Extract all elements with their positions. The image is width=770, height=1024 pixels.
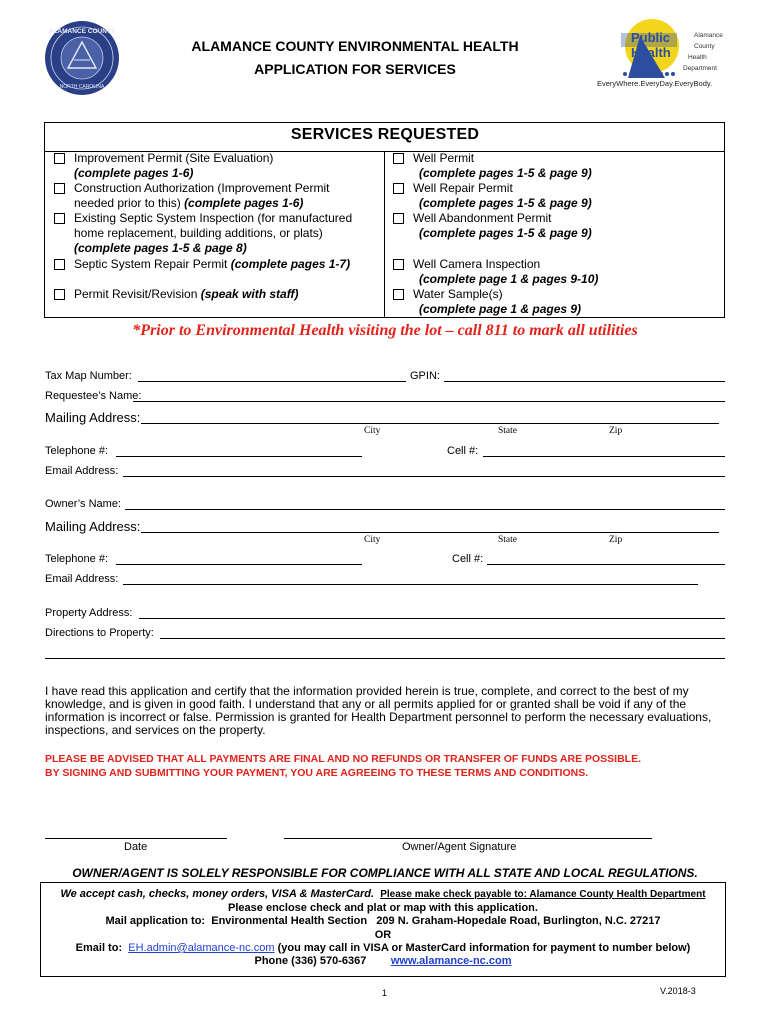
service-label: Construction Authorization (Improvement Permit xyxy=(74,181,330,195)
service-label: needed prior to this) xyxy=(74,196,185,210)
service-water-samples xyxy=(413,287,581,317)
service-pages: (complete pages 1-5 & page 9) xyxy=(419,226,592,240)
cell-field[interactable] xyxy=(483,456,725,457)
requestee-name-field[interactable] xyxy=(133,401,725,402)
property-address-label: Property Address: xyxy=(45,607,133,619)
checkbox-permit-revisit[interactable] xyxy=(54,289,65,300)
email-to-label: Email to: xyxy=(75,942,123,954)
service-existing-septic-inspection xyxy=(74,211,352,256)
tax-map-label: Tax Map Number: xyxy=(45,370,132,382)
service-well-camera-inspection xyxy=(413,257,598,287)
owner-email-field[interactable] xyxy=(123,584,698,585)
compliance-notice: OWNER/AGENT IS SOLELY RESPONSIBLE FOR COMPLIANCE WITH ALL STATE AND LOCAL REGULATIONS. xyxy=(72,866,698,880)
mail-line xyxy=(40,915,726,927)
directions-field[interactable] xyxy=(160,638,725,639)
payable-to: Please make check payable to: Alamance County Health Department xyxy=(380,889,706,900)
logo-side-1: Alamance xyxy=(694,32,723,39)
email-line xyxy=(40,942,726,954)
enclose-note: Please enclose check and plat or map with this application. xyxy=(228,902,538,914)
payment-accept-line xyxy=(40,888,726,900)
cell-label: Cell #: xyxy=(447,445,479,457)
checkbox-septic-repair-permit[interactable] xyxy=(54,259,65,270)
checkbox-improvement-permit[interactable] xyxy=(54,153,65,164)
logo-word-health: Health xyxy=(631,45,671,60)
owner-signature-field[interactable] xyxy=(284,838,652,839)
service-pages: (speak with staff) xyxy=(200,287,299,301)
zip-caption: Zip xyxy=(609,535,623,545)
website-link[interactable]: www.alamance-nc.com xyxy=(390,955,512,967)
state-caption: State xyxy=(498,426,517,436)
owner-mailing-address-field[interactable] xyxy=(141,532,719,533)
service-pages: (complete pages 1-5 & page 9) xyxy=(419,166,592,180)
refund-advisory-line2: BY SIGNING AND SUBMITTING YOUR PAYMENT, YOU ARE AGREEING TO THESE TERMS AND CONDITIONS. xyxy=(45,767,589,779)
service-improvement-permit xyxy=(74,151,273,181)
service-pages: (complete page 1 & pages 9-10) xyxy=(419,272,599,286)
logo-side-3: Health xyxy=(688,54,707,61)
owner-telephone-field[interactable] xyxy=(116,564,362,565)
service-well-repair-permit xyxy=(413,181,592,211)
service-well-permit xyxy=(413,151,592,181)
directions-label: Directions to Property: xyxy=(45,627,154,639)
service-label: home replacement, building additions, or plats) xyxy=(74,226,323,240)
service-label: Permit Revisit/Revision xyxy=(74,287,201,301)
checkbox-water-samples[interactable] xyxy=(393,289,404,300)
service-pages: (complete pages 1-7) xyxy=(230,257,351,271)
mailing-address-label: Mailing Address: xyxy=(45,410,141,425)
property-address-field[interactable] xyxy=(139,618,725,619)
services-column-divider xyxy=(384,151,385,318)
checkbox-well-repair-permit[interactable] xyxy=(393,183,404,194)
owner-name-field[interactable] xyxy=(125,509,725,510)
owner-signature-caption: Owner/Agent Signature xyxy=(402,841,517,853)
service-pages: (complete pages 1-5 & page 9) xyxy=(419,196,592,210)
service-label: Well Camera Inspection xyxy=(413,257,541,271)
service-label: Well Repair Permit xyxy=(413,181,513,195)
page-number: 1 xyxy=(382,988,388,998)
phone-number: Phone (336) 570-6367 xyxy=(254,955,367,967)
service-label: Septic System Repair Permit xyxy=(74,257,231,271)
tax-map-field[interactable] xyxy=(138,381,406,382)
service-label: Well Permit xyxy=(413,151,475,165)
county-seal-logo xyxy=(44,20,120,96)
service-label: Water Sample(s) xyxy=(413,287,503,301)
checkbox-well-camera-inspection[interactable] xyxy=(393,259,404,270)
owner-mailing-address-label: Mailing Address: xyxy=(45,519,141,534)
telephone-field[interactable] xyxy=(116,456,362,457)
gpin-field[interactable] xyxy=(444,381,725,382)
logo-word-public: Public xyxy=(631,30,671,45)
service-well-abandonment-permit xyxy=(413,211,592,241)
service-label: Well Abandonment Permit xyxy=(413,211,552,225)
payment-methods: We accept cash, checks, money orders, VISA & MasterCard. xyxy=(60,888,375,900)
service-permit-revisit xyxy=(74,287,299,302)
email-link[interactable]: EH.admin@alamance-nc.com xyxy=(128,942,275,954)
logo-side-2: County xyxy=(694,43,715,50)
phone-line xyxy=(40,955,726,967)
zip-caption: Zip xyxy=(609,426,623,436)
mail-label: Mail application to: xyxy=(105,915,206,927)
owner-telephone-label: Telephone #: xyxy=(45,553,108,565)
service-label: Existing Septic System Inspection (for manufactured xyxy=(74,211,353,225)
mail-section: Environmental Health Section xyxy=(211,915,368,927)
seal-top-text: ALAMANCE COUNTY xyxy=(48,28,116,35)
owner-email-label: Email Address: xyxy=(45,573,119,585)
directions-field-line2[interactable] xyxy=(45,658,725,659)
email-note: (you may call in VISA or MasterCard information for payment to number below) xyxy=(277,942,691,954)
seal-bottom-text: NORTH CAROLINA xyxy=(59,84,105,90)
date-field[interactable] xyxy=(45,838,227,839)
service-pages: (complete page 1 & pages 9) xyxy=(419,302,582,316)
owner-cell-label: Cell #: xyxy=(452,553,484,565)
service-label: Improvement Permit (Site Evaluation) xyxy=(74,151,274,165)
owner-name-label: Owner’s Name: xyxy=(45,498,122,510)
form-title-line1: ALAMANCE COUNTY ENVIRONMENTAL HEALTH xyxy=(191,38,519,54)
form-title-line2: APPLICATION FOR SERVICES xyxy=(254,61,456,77)
checkbox-well-permit[interactable] xyxy=(393,153,404,164)
refund-advisory-line1: PLEASE BE ADVISED THAT ALL PAYMENTS ARE FINAL AND NO REFUNDS OR TRANSFER OF FUNDS ARE POSSIBLE. xyxy=(45,753,642,765)
email-label: Email Address: xyxy=(45,465,119,477)
city-caption: City xyxy=(364,535,381,545)
service-pages: (complete pages 1-6) xyxy=(184,196,304,210)
service-construction-authorization xyxy=(74,181,329,211)
owner-cell-field[interactable] xyxy=(487,564,725,565)
state-caption: State xyxy=(498,535,517,545)
service-pages: (complete pages 1-6) xyxy=(74,166,194,180)
requestee-name-label: Requestee’s Name: xyxy=(45,390,142,402)
date-caption: Date xyxy=(124,841,148,853)
services-title: SERVICES REQUESTED xyxy=(290,126,480,143)
mailing-address-field[interactable] xyxy=(141,423,719,424)
logo-tagline: EveryWhere.EveryDay.EveryBody. xyxy=(597,79,713,88)
certification-statement: I have read this application and certify that the information provided herein is true, complete, and correct to the best of my knowledge, and is given in good faith. I understand that any or all permits applied for or granted shall be void if any of the information is incorrect or false. Permission is granted for Health Department personnel to perform the necessary evaluations, inspections, and services on the property. xyxy=(45,684,712,737)
telephone-label: Telephone #: xyxy=(45,445,108,457)
form-version: V.2018-3 xyxy=(660,986,696,996)
checkbox-existing-septic-inspection[interactable] xyxy=(54,213,65,224)
call-811-warning: *Prior to Environmental Health visiting the lot – call 811 to mark all utilities xyxy=(132,322,638,339)
checkbox-well-abandonment-permit[interactable] xyxy=(393,213,404,224)
gpin-label: GPIN: xyxy=(410,370,440,382)
city-caption: City xyxy=(364,426,381,436)
service-pages: (complete pages 1-5 & page 8) xyxy=(74,241,247,255)
logo-side-4: Department xyxy=(683,65,717,72)
email-field[interactable] xyxy=(123,476,725,477)
or-separator: OR xyxy=(374,929,392,941)
mail-address: 209 N. Graham-Hopedale Road, Burlington, N.C. 27217 xyxy=(376,915,661,927)
checkbox-construction-authorization[interactable] xyxy=(54,183,65,194)
service-septic-repair-permit xyxy=(74,257,350,272)
